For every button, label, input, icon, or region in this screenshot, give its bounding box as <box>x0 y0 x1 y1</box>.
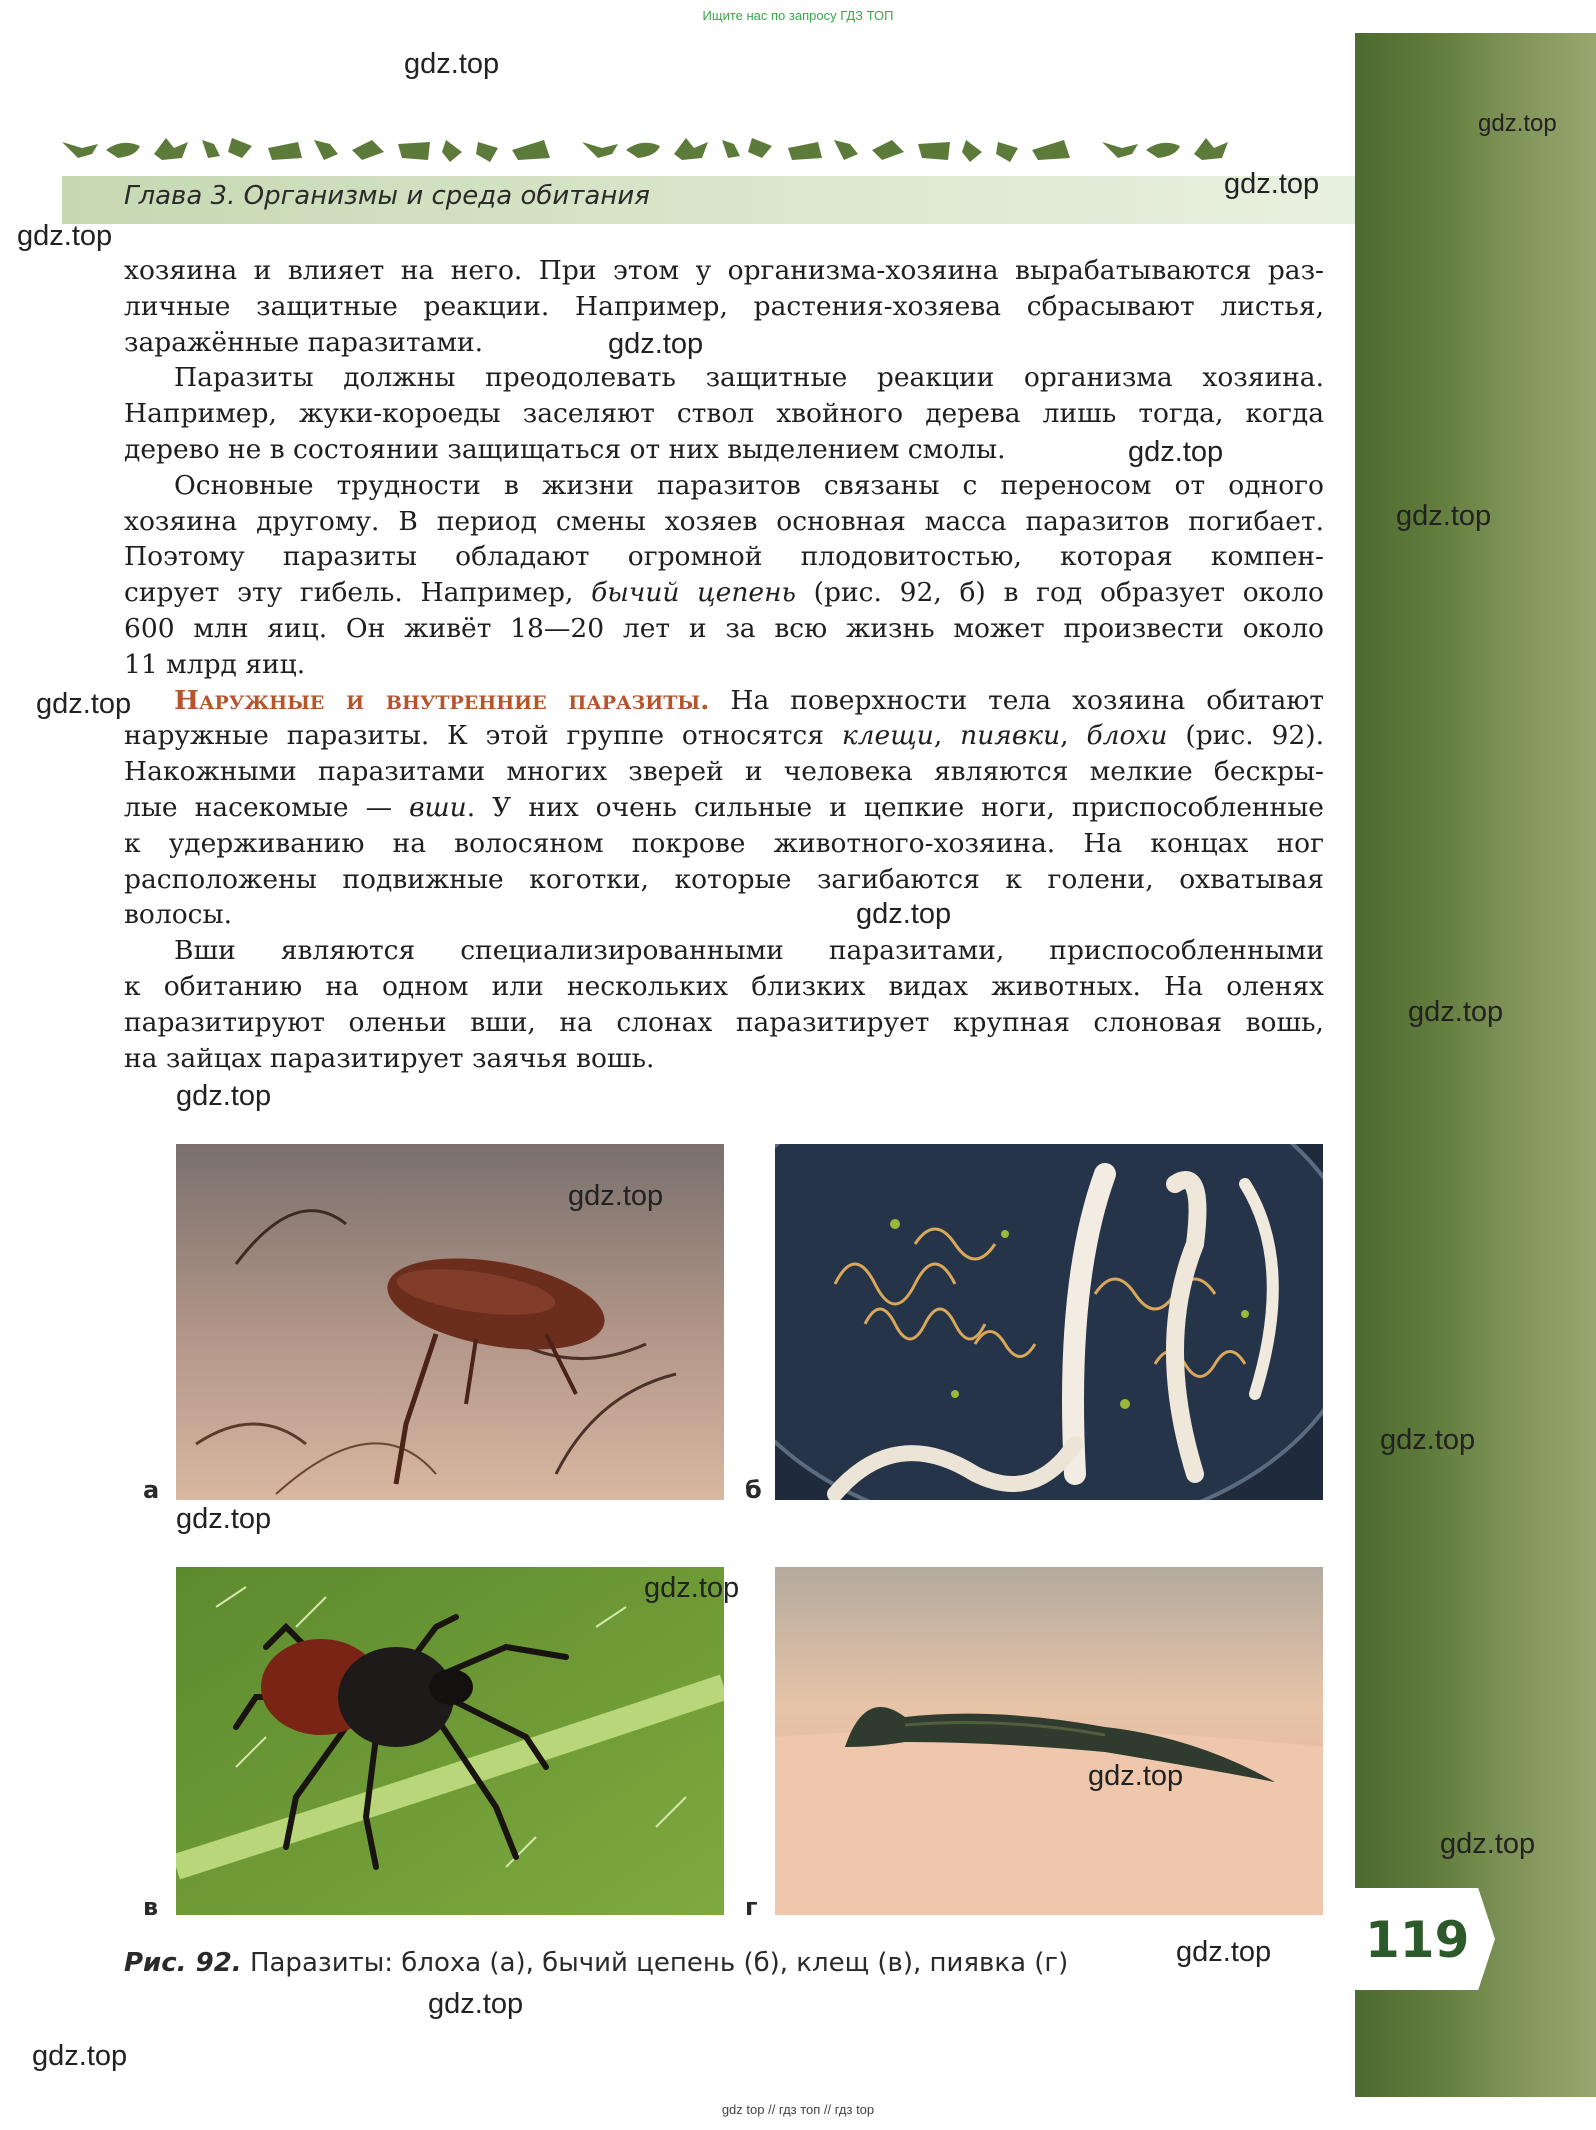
text-line: заражённые паразитами. <box>124 326 484 358</box>
text-line: к обитанию на одном или нескольких близких видах животных. На оленях <box>124 970 1324 1002</box>
figure-letter-b: б <box>745 1476 762 1504</box>
photo-leech <box>775 1567 1323 1915</box>
paragraph-5 <box>124 933 1324 1076</box>
term-fleas: блохи <box>1086 720 1168 752</box>
page-sidebar <box>1355 33 1596 2097</box>
text-line: хозяина и влияет на него. При этом у организма-хозяина вырабатываются раз- <box>124 255 1324 286</box>
paragraph-4 <box>124 683 1324 934</box>
watermark: gdz.top <box>1396 500 1492 532</box>
watermark: gdz.top <box>17 220 113 252</box>
text-line <box>124 718 1324 754</box>
text-line: хозяина другому. В период смены хозяев основная масса паразитов погибает. <box>124 505 1324 537</box>
term-lice: вши <box>409 791 467 823</box>
header-search-note: Ищите нас по запросу ГДЗ ТОП <box>702 8 894 23</box>
paragraph-3 <box>124 468 1324 683</box>
figure-caption <box>124 1948 1068 1978</box>
watermark: gdz.top <box>1408 996 1504 1028</box>
page-number: 119 <box>1365 1911 1470 1969</box>
text-run: , <box>933 720 961 752</box>
figure-caption-label: Рис. 92. <box>124 1948 242 1978</box>
section-heading: Наружные и внутренние паразиты. <box>174 684 710 716</box>
body-text <box>124 253 1324 1076</box>
watermark: gdz.top <box>36 688 132 720</box>
watermark: gdz.top <box>1128 436 1224 468</box>
text-run: . У них очень сильные и цепкие ноги, приспособленные <box>466 791 1324 823</box>
watermark: gdz.top <box>32 2040 128 2072</box>
watermark: gdz.top <box>568 1180 664 1212</box>
paragraph-1 <box>124 253 1324 360</box>
animal-silhouette-icon <box>1102 138 1228 160</box>
text-run: (рис. 92, б) в год образует около <box>795 577 1324 609</box>
watermark: gdz.top <box>1088 1760 1184 1792</box>
photo-tick <box>176 1567 724 1915</box>
text-run: (рис. 92). <box>1167 720 1324 752</box>
watermark: gdz.top <box>428 1988 524 2020</box>
text-line: Поэтому паразиты обладают огромной плодовитостью, которая компен- <box>124 541 1324 573</box>
watermark: gdz.top <box>404 48 500 80</box>
watermark: gdz.top <box>608 328 704 360</box>
text-line: Основные трудности в жизни паразитов связаны с переносом от одного <box>174 469 1324 501</box>
animal-silhouette-icon <box>582 138 1070 162</box>
text-line: Вши являются специализированными паразитами, приспособленными <box>174 935 1324 967</box>
text-run: лые насекомые — <box>124 791 410 823</box>
text-line: Например, жуки-короеды заселяют ствол хвойного дерева лишь тогда, когда <box>124 398 1324 430</box>
watermark: gdz.top <box>856 898 952 930</box>
text-line <box>124 683 1324 719</box>
figure-letter-v: в <box>143 1893 159 1921</box>
watermark: gdz.top <box>176 1080 272 1112</box>
term-ticks: клещи <box>841 720 934 752</box>
term-leeches: пиявки <box>960 720 1061 752</box>
animal-silhouette-icon <box>62 138 550 162</box>
watermark: gdz.top <box>1440 1828 1536 1860</box>
figure-letter-g: г <box>745 1893 758 1921</box>
text-run: наружные паразиты. К этой группе относятся <box>124 720 842 752</box>
text-line <box>124 790 1324 826</box>
animal-silhouettes-strip <box>62 128 1252 170</box>
text-line: 11 млрд яиц. <box>124 648 306 680</box>
text-run: сирует эту гибель. Например, <box>124 577 592 609</box>
text-line: Накожными паразитами многих зверей и человека являются мелкие бескры- <box>124 756 1324 788</box>
figure-letter-a: а <box>143 1476 160 1504</box>
watermark: gdz.top <box>644 1572 740 1604</box>
term-tapeworm: бычий цепень <box>591 577 796 609</box>
text-line: личные защитные реакции. Например, растения-хозяева сбрасывают листья, <box>124 290 1324 322</box>
text-run: , <box>1060 720 1087 752</box>
footer-note: gdz top // гдз топ // гдз top <box>721 2102 875 2117</box>
watermark: gdz.top <box>1176 1936 1272 1968</box>
figure-caption-text: Паразиты: блоха (а), бычий цепень (б), клещ (в), пиявка (г) <box>241 1948 1069 1978</box>
text-line <box>124 575 1324 611</box>
text-line: к удерживанию на волосяном покрове животного-хозяина. На концах ног <box>124 827 1324 859</box>
text-run: На поверхности тела хозяина обитают <box>709 684 1324 716</box>
watermark: gdz.top <box>1478 110 1557 137</box>
text-line: расположены подвижные коготки, которые загибаются к голени, охватывая <box>124 863 1324 895</box>
watermark: gdz.top <box>1224 168 1320 200</box>
text-line: Паразиты должны преодолевать защитные реакции организма хозяина. <box>174 362 1324 394</box>
watermark: gdz.top <box>176 1503 272 1535</box>
text-line: волосы. <box>124 899 233 931</box>
photo-tapeworm <box>775 1144 1323 1500</box>
watermark: gdz.top <box>1380 1424 1476 1456</box>
chapter-title: Глава 3. Организмы и среда обитания <box>124 181 650 211</box>
text-line: 600 млн яиц. Он живёт 18—20 лет и за всю жизнь может произвести около <box>124 612 1324 644</box>
text-line: дерево не в состоянии защищаться от них выделением смолы. <box>124 433 1006 465</box>
text-line: на зайцах паразитирует заячья вошь. <box>124 1042 655 1074</box>
text-line: паразитируют оленьи вши, на слонах паразитирует крупная слоновая вошь, <box>124 1006 1324 1038</box>
